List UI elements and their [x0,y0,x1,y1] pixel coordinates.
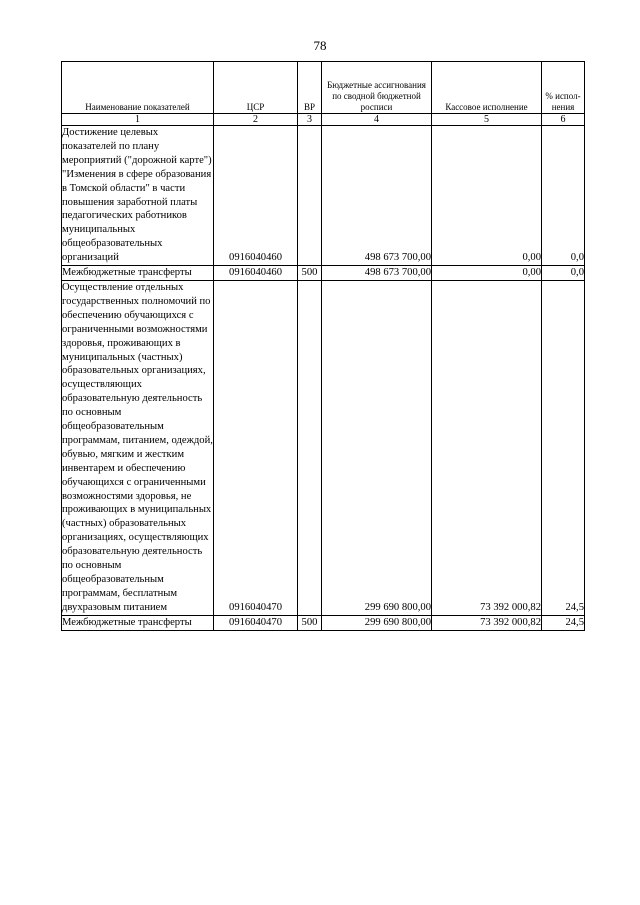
cash-amount: 0,00 [432,266,542,281]
indicator-name: Межбюджетные трансферты [62,266,214,281]
header-execution-percent: % испол-нения [542,62,585,114]
table-row [62,615,585,630]
vr-code: 500 [298,266,322,281]
column-number: 5 [432,114,542,126]
column-number-row [62,114,585,126]
cash-amount: 73 392 000,82 [432,280,542,615]
budget-amount: 498 673 700,00 [322,266,432,281]
budget-amount: 299 690 800,00 [322,280,432,615]
csr-code: 0916040460 [214,126,298,266]
csr-code: 0916040470 [214,615,298,630]
csr-code: 0916040460 [214,266,298,281]
indicator-name: Достижение целевых показателей по плану мероприятий ("дорожной карте") "Изменения в сфере образования в Томской области" в части повышения заработной платы педагогических работников муниципальных общеобразовательных организаций [62,126,214,266]
vr-code: 500 [298,615,322,630]
budget-execution-table [61,61,585,631]
column-number: 4 [322,114,432,126]
header-budget-allocations: Бюджетные ассигнования по сводной бюджетной росписи [322,62,432,114]
table-row [62,126,585,266]
column-number: 3 [298,114,322,126]
column-number: 6 [542,114,585,126]
header-vr: ВР [298,62,322,114]
header-csr: ЦСР [214,62,298,114]
budget-amount: 299 690 800,00 [322,615,432,630]
column-number: 1 [62,114,214,126]
table-row [62,266,585,281]
execution-percent: 0,0 [542,126,585,266]
table-row [62,280,585,615]
column-number: 2 [214,114,298,126]
indicator-name: Межбюджетные трансферты [62,615,214,630]
vr-code [298,126,322,266]
csr-code: 0916040470 [214,280,298,615]
indicator-name: Осуществление отдельных государственных полномочий по обеспечению обучающихся с ограниченными возможностями здоровья, проживающих в муниципальных (частных) образовательных организациях, осуществляющих образовательную деятельность по основным общеобразовательным программам, питанием, одеждой, обувью, мягким и жестким инвентарем и обеспечению обучающихся с ограниченными возможностями здоровья, не проживающих в муниципальных (частных) образовательных организациях, осуществляющих образовательную деятельность по основным общеобразовательным программам, бесплатным двухразовым питанием [62,280,214,615]
execution-percent: 24,5 [542,280,585,615]
execution-percent: 24,5 [542,615,585,630]
cash-amount: 73 392 000,82 [432,615,542,630]
header-cash-execution: Кассовое исполнение [432,62,542,114]
page-number: 78 [313,38,327,53]
table-header-row [62,62,585,114]
execution-percent: 0,0 [542,266,585,281]
budget-amount: 498 673 700,00 [322,126,432,266]
header-indicator-name: Наименование показателей [62,62,214,114]
cash-amount: 0,00 [432,126,542,266]
vr-code [298,280,322,615]
